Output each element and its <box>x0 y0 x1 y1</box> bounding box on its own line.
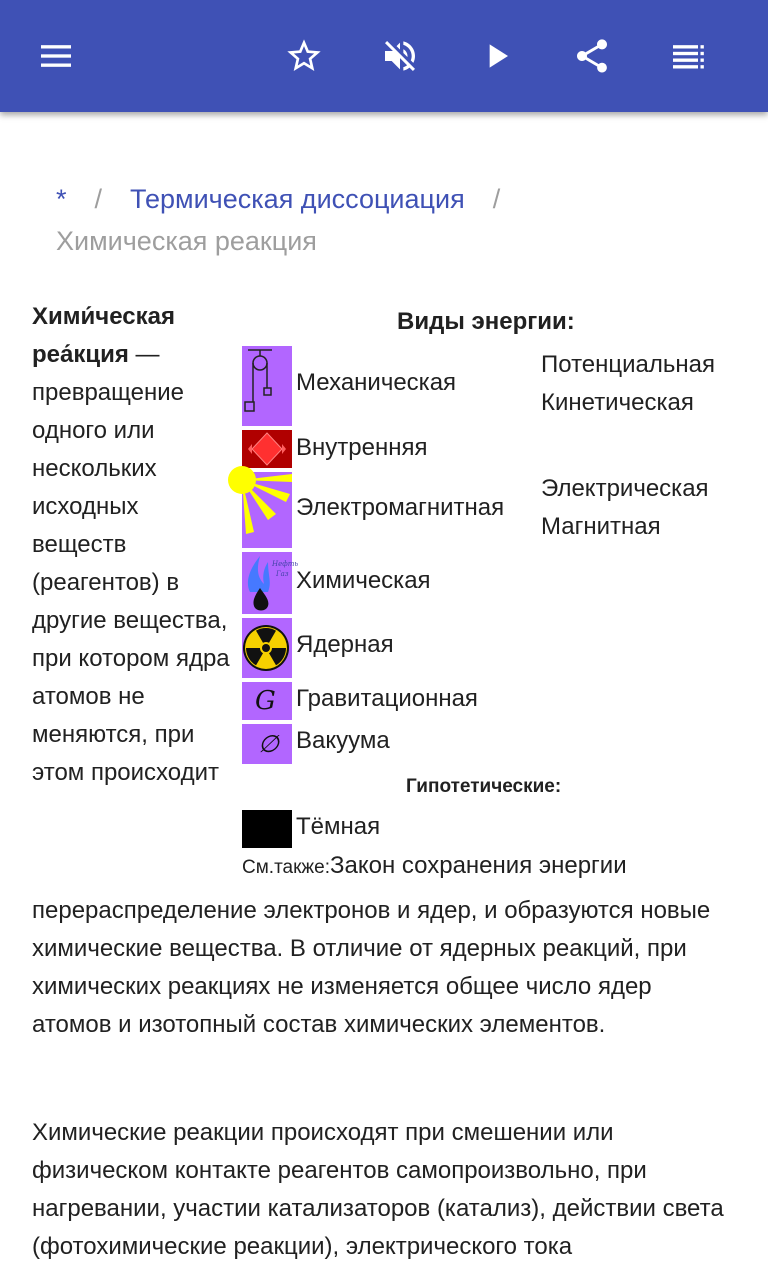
breadcrumb-current: Химическая реакция <box>56 226 317 256</box>
play-icon <box>478 36 518 76</box>
share-button[interactable] <box>560 24 624 88</box>
energy-label-gravitational[interactable]: Гравитационная <box>296 685 478 712</box>
sun-rays-icon[interactable] <box>242 472 292 548</box>
app-bar <box>0 0 768 112</box>
see-also-link[interactable]: Закон сохранения энергии <box>330 852 627 879</box>
contents-button[interactable] <box>656 24 720 88</box>
menu-icon <box>36 36 76 76</box>
article-paragraph: Химические реакции происходят при смешении или физическом контакте реагентов самопроизвольно, при нагревании, участии катализаторов (катализ), действии света (фотохимические реакции), электрического тока <box>32 1119 724 1260</box>
see-also-label: См.также: <box>242 857 330 878</box>
lead-text: превращение одного или нескольких исходных веществ (реагентов) в другие вещества, при котором ядра атомов не меняются, при этом происходит <box>32 379 230 786</box>
share-icon <box>572 36 612 76</box>
breadcrumb-separator: / <box>492 184 501 214</box>
mechanical-subtype-kinetic[interactable]: Кинетическая <box>541 389 694 416</box>
svg-text:G: G <box>255 686 276 716</box>
see-also <box>242 852 627 880</box>
em-subtype-magnetic[interactable]: Магнитная <box>541 513 661 540</box>
term-bold: реа́кция <box>32 341 129 368</box>
empty-set-icon[interactable] <box>242 724 292 764</box>
hypothetical-title: Гипотетические: <box>406 776 562 797</box>
favorite-button[interactable] <box>272 24 336 88</box>
radiation-icon[interactable] <box>242 618 292 678</box>
term-bold: Хими́ческая <box>32 303 175 330</box>
crystal-icon[interactable] <box>242 430 292 468</box>
energy-label-mechanical[interactable]: Механическая <box>296 369 457 396</box>
em-subtype-electric[interactable]: Электрическая <box>541 475 709 502</box>
energy-label-internal[interactable]: Внутренняя <box>296 434 428 461</box>
dark-square-icon[interactable] <box>242 810 292 848</box>
energy-label-electromagnetic[interactable]: Электромагнитная <box>296 494 505 521</box>
energy-label-vacuum[interactable]: Вакуума <box>296 727 390 754</box>
pulley-icon[interactable] <box>242 346 292 426</box>
lead-dash: — <box>128 341 160 368</box>
volume-off-icon <box>380 36 420 76</box>
energy-label-dark[interactable]: Тёмная <box>296 813 381 840</box>
mute-button[interactable] <box>368 24 432 88</box>
svg-text:∅: ∅ <box>258 730 279 758</box>
breadcrumb-parent-link[interactable]: Термическая диссоциация <box>130 184 465 214</box>
breadcrumb <box>56 178 736 262</box>
oil-drop-icon[interactable] <box>242 552 299 614</box>
gravity-g-icon[interactable] <box>242 682 292 720</box>
list-icon <box>668 36 708 76</box>
energy-label-nuclear[interactable]: Ядерная <box>296 631 394 658</box>
infobox-title: Виды энергии: <box>397 308 575 335</box>
svg-text:Газ: Газ <box>276 570 289 578</box>
play-button[interactable] <box>466 24 530 88</box>
mechanical-subtype-potential[interactable]: Потенциальная <box>541 351 715 378</box>
star-outline-icon <box>284 36 324 76</box>
breadcrumb-separator: / <box>94 184 103 214</box>
svg-text:Нефть: Нефть <box>272 560 299 568</box>
energy-label-chemical[interactable]: Химическая <box>296 567 431 594</box>
menu-button[interactable] <box>24 24 88 88</box>
breadcrumb-root-link[interactable]: * <box>56 184 67 214</box>
article-paragraph: перераспределение электронов и ядер, и образуются новые химические вещества. В отличие от ядерных реакций, при химических реакциях не изменяется общее число ядер атомов и изотопный состав химических элементов. <box>32 897 711 1038</box>
lead-paragraph <box>32 298 232 792</box>
